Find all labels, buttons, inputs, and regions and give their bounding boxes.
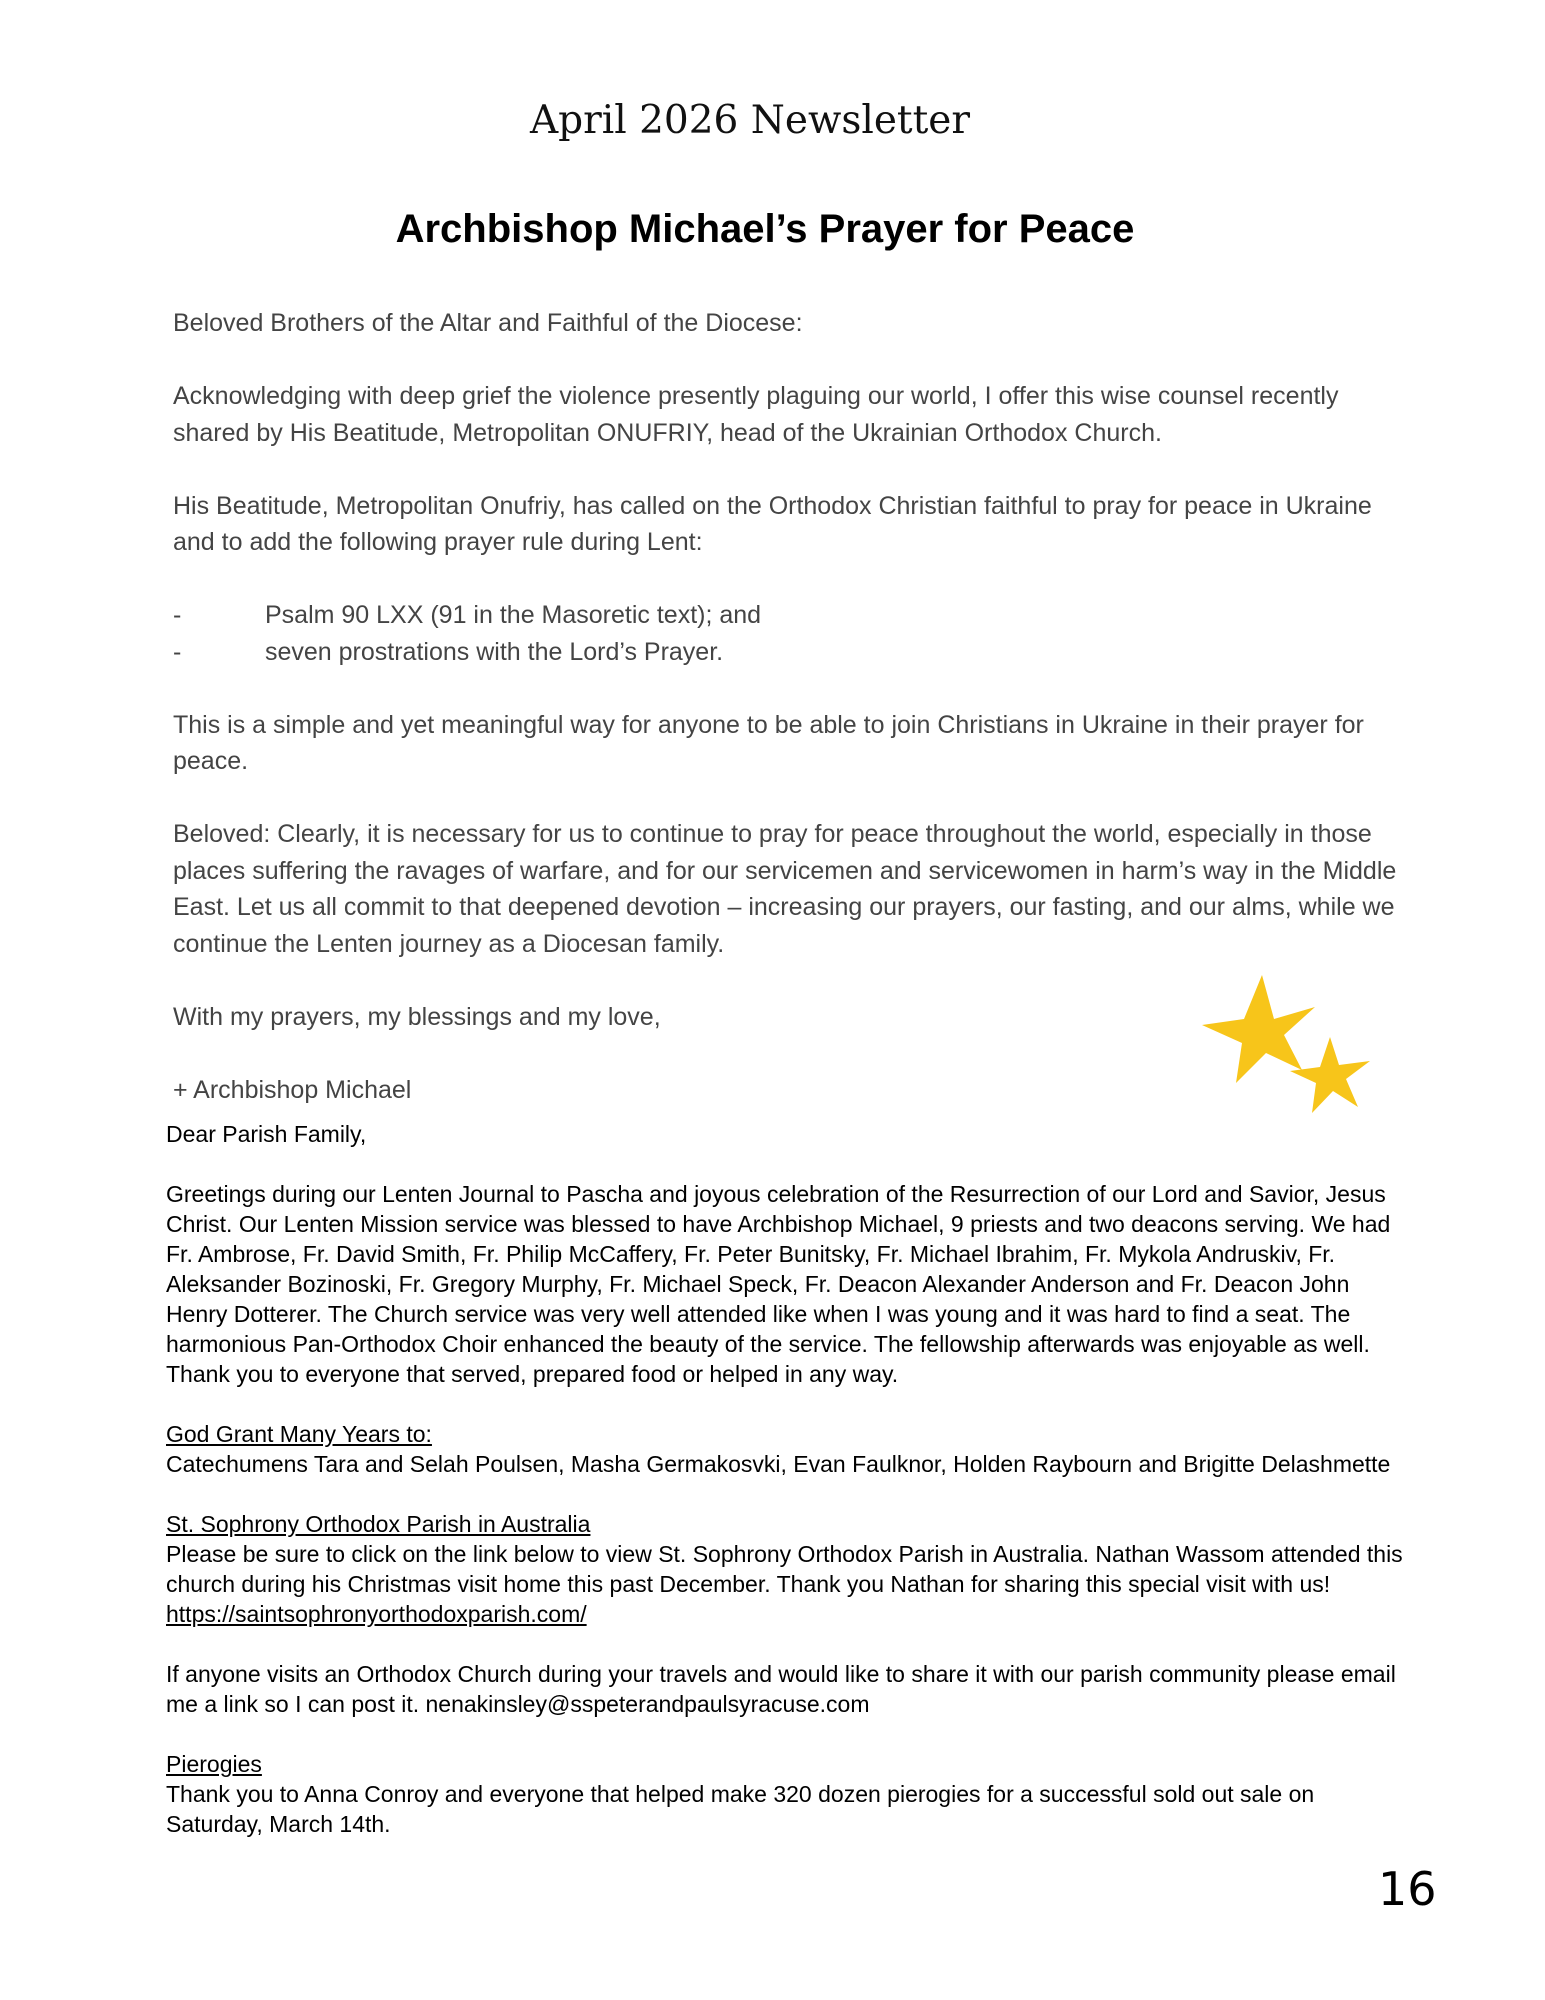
sophrony-section (166, 1509, 1406, 1629)
sophrony-heading: St. Sophrony Orthodox Parish in Australia (166, 1511, 591, 1537)
star-icon (1202, 975, 1315, 1083)
prayer-title: Archbishop Michael’s Prayer for Peace (395, 207, 1135, 251)
letter-paragraph: Beloved: Clearly, it is necessary for us to continue to pray for peace throughout the world, especially in those places suffering the ravages of warfare, and for our servicemen and servicewomen in harm’s way in the Middle East. Let us all commit to that deepened devotion – increasing our prayers, our fasting, and our alms, while we continue the Lenten journey as a Diocesan family. (173, 820, 1397, 958)
many-years-section (166, 1419, 1406, 1479)
prayer-rule-list (173, 597, 1403, 670)
parish-greeting: Dear Parish Family, (166, 1121, 367, 1147)
page-number: 16 (1378, 1862, 1437, 1916)
letter-salutation: Beloved Brothers of the Altar and Faithful of the Diocese: (173, 309, 803, 337)
stars-decoration (1190, 975, 1390, 1135)
many-years-text: Catechumens Tara and Selah Poulsen, Masha Germakosvki, Evan Faulknor, Holden Raybourn and Brigitte Delashmette (166, 1451, 1391, 1477)
letter-paragraph: This is a simple and yet meaningful way for anyone to be able to join Christians in Ukraine in their prayer for peace. (173, 710, 1364, 775)
sophrony-text: Please be sure to click on the link below to view St. Sophrony Orthodox Parish in Australia. Nathan Wassom attended this church during his Christmas visit home this past December. Thank you Nathan for sharing this special visit with us! (166, 1541, 1403, 1597)
many-years-heading: God Grant Many Years to: (166, 1421, 432, 1447)
pierogies-text: Thank you to Anna Conroy and everyone that helped make 320 dozen pierogies for a successful sold out sale on Saturday, March 14th. (166, 1781, 1315, 1837)
letter-closing: With my prayers, my blessings and my love, (173, 1002, 661, 1031)
list-bullet: - (173, 637, 182, 666)
parish-paragraph: Greetings during our Lenten Journal to Pascha and joyous celebration of the Resurrection of our Lord and Savior, Jesus Christ. Our Lenten Mission service was blessed to have Archbishop Michael, 9 priests and two deacons serving. We had Fr. Ambrose, Fr. David Smith, Fr. Philip McCaffery, Fr. Peter Bunitsky, Fr. Michael Ibrahim, Fr. Mykola Andruskiv, Fr. Aleksander Bozinoski, Fr. Gregory Murphy, Fr. Michael Speck, Fr. Deacon Alexander Anderson and Fr. Deacon John Henry Dotterer. The Church service was very well attended like when I was young and it was hard to find a seat. The harmonious Pan-Orthodox Choir enhanced the beauty of the service. The fellowship afterwards was enjoyable as well. Thank you to everyone that served, prepared food or helped in any way. (166, 1181, 1391, 1387)
letter-paragraph: His Beatitude, Metropolitan Onufriy, has called on the Orthodox Christian faithful to pray for peace in Ukraine and to add the following prayer rule during Lent: (173, 491, 1372, 556)
parish-letter (166, 1119, 1406, 1869)
letter-paragraph: Acknowledging with deep grief the violence presently plaguing our world, I offer this wise counsel recently shared by His Beatitude, Metropolitan ONUFRIY, head of the Ukrainian Orthodox Church. (173, 382, 1339, 447)
list-item (173, 634, 1403, 671)
list-bullet: - (173, 601, 182, 629)
pierogies-heading: Pierogies (166, 1751, 262, 1777)
letter-signature: + Archbishop Michael (173, 1075, 412, 1104)
star-icon (1290, 1037, 1370, 1113)
list-item-text: Psalm 90 LXX (91 in the Masoretic text); and (265, 601, 762, 629)
sophrony-link[interactable]: https://saintsophronyorthodoxparish.com/ (166, 1601, 587, 1627)
newsletter-title: April 2026 Newsletter (530, 98, 970, 143)
pierogies-section (166, 1749, 1406, 1839)
list-item-text: seven prostrations with the Lord’s Prayer. (265, 637, 724, 666)
list-item (173, 597, 1403, 634)
travels-paragraph: If anyone visits an Orthodox Church during your travels and would like to share it with our parish community please email me a link so I can post it. nenakinsley@sspeterandpaulsyracuse.com (166, 1661, 1396, 1717)
